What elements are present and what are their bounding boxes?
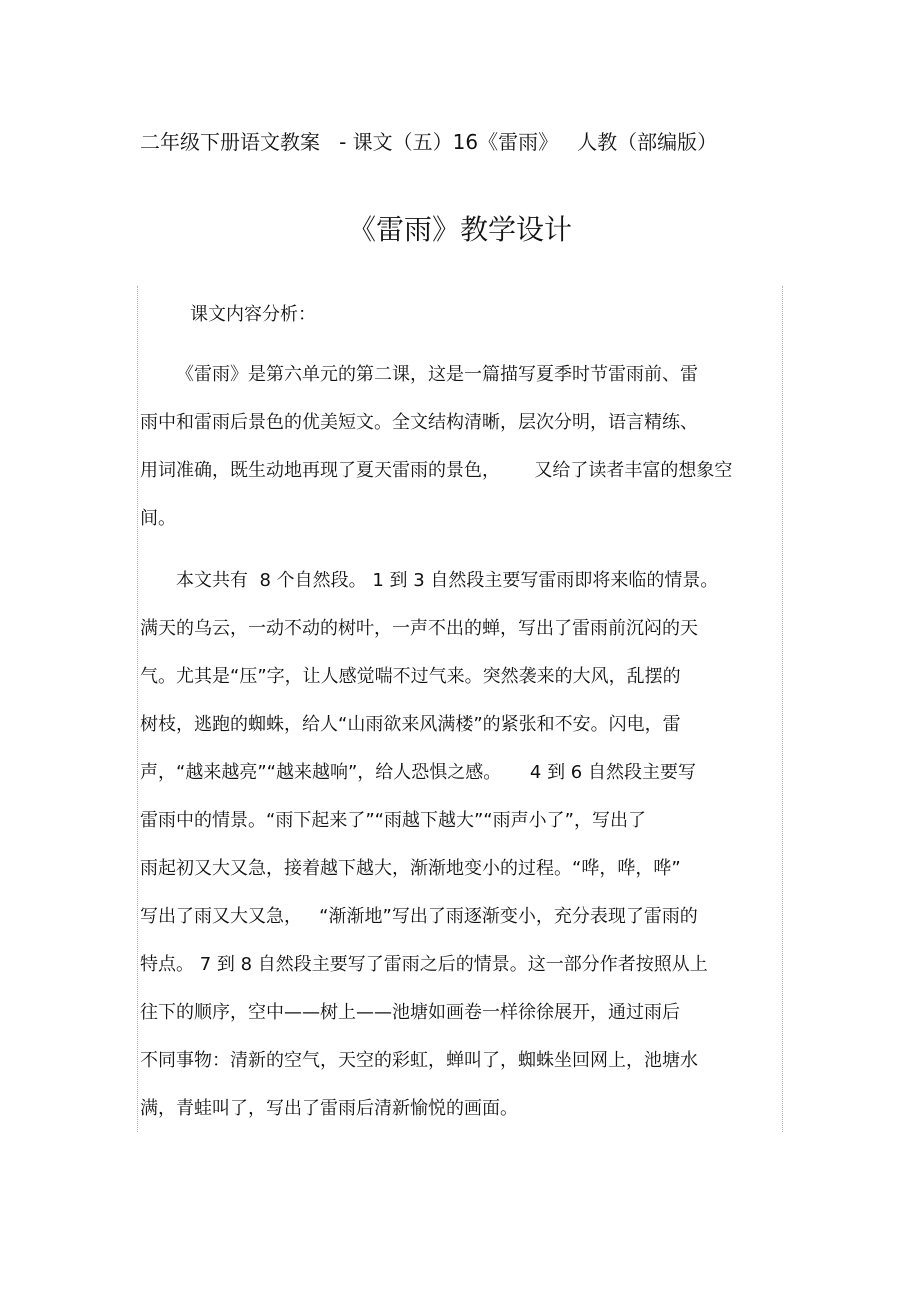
paragraph-line: 间。: [140, 508, 176, 529]
paragraph-line: 声，“越来越亮”“越来越响”，给人恐惧之感。 4 到 6 自然段主要写: [140, 762, 696, 783]
paragraph-line: 写出了雨又大又急， “渐渐地”写出了雨逐渐变小，充分表现了雷雨的: [140, 906, 698, 927]
paragraph-line: 雨中和雷雨后景色的优美短文。全文结构清晰，层次分明，语言精练、: [140, 412, 698, 433]
paragraph-line: 树枝，逃跑的蜘蛛，给人“山雨欲来风满楼”的紧张和不安。闪电，雷: [140, 714, 681, 735]
document-heading: 二年级下册语文教案 - 课文（五）16《雷雨》 人教（部编版）: [140, 130, 718, 154]
paragraph-line: 不同事物：清新的空气，天空的彩虹，蝉叫了，蜘蛛坐回网上，池塘水: [140, 1050, 698, 1071]
paragraph-line: 雷雨中的情景。“雨下起来了”“雨越下越大”“雨声小了”，写出了: [140, 810, 646, 831]
paragraph-line: 雨起初又大又急，接着越下越大，渐渐地变小的过程。“哗，哗，哗”: [140, 858, 681, 879]
page-title: 《雷雨》教学设计: [347, 213, 572, 246]
section-label: 课文内容分析：: [190, 304, 316, 325]
paragraph-line: 特点。 7 到 8 自然段主要写了雷雨之后的情景。这一部分作者按照从上: [140, 954, 708, 975]
paragraph-line: 《雷雨》是第六单元的第二课，这是一篇描写夏季时节雷雨前、雷: [176, 364, 698, 385]
paragraph-line: 本文共有 8 个自然段。 1 到 3 自然段主要写雷雨即将来临的情景。: [176, 570, 719, 591]
paragraph-line: 用词准确，既生动地再现了夏天雷雨的景色， 又给了读者丰富的想象空: [140, 460, 733, 481]
paragraph-line: 气。尤其是“压”字，让人感觉喘不过气来。突然袭来的大风，乱摆的: [140, 666, 681, 687]
paragraph-line: 满，青蛙叫了，写出了雷雨后清新愉悦的画面。: [140, 1098, 518, 1119]
paragraph-line: 满天的乌云，一动不动的树叶，一声不出的蝉，写出了雷雨前沉闷的天: [140, 618, 698, 639]
paragraph-line: 往下的顺序，空中——树上——池塘如画卷一样徐徐展开，通过雨后: [140, 1002, 680, 1023]
